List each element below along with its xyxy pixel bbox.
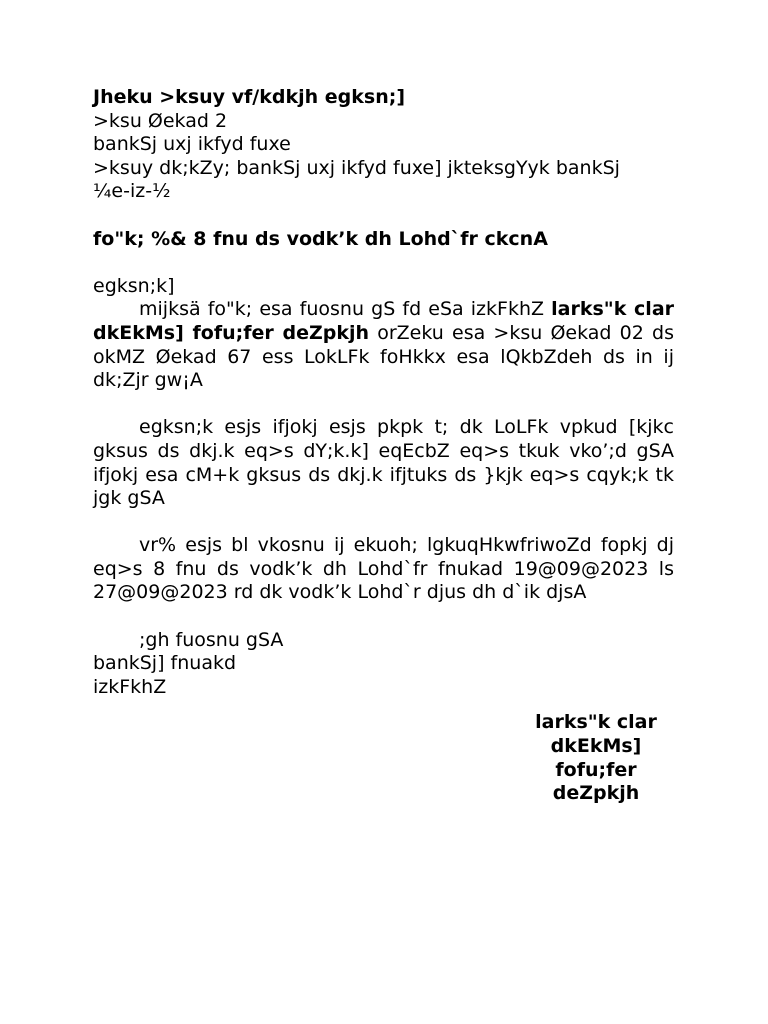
paragraph-1-name-bold: larks"k clar dkEkMs] fofu;fer deZpkjh	[93, 298, 675, 344]
closing-line-3: izkFkhZ	[93, 675, 167, 698]
paragraph-3: vr% esjs bl vkosnu ij ekuoh; lgkuqHkwfriwoZd fopkj dj eq>s 8 fnu ds vodk’k dh Lohd`fr fnukad 19@09@2023 ls 27@09@2023 rd dk vodk’k Lohd`r djus dh d`ik djsA	[93, 534, 674, 604]
closing-block	[93, 629, 674, 700]
address-line-2: >ksu Øekad 2	[93, 109, 228, 132]
paragraph-1	[93, 298, 674, 392]
spacer	[93, 605, 674, 629]
closing-line-2: bankSj] fnuakd	[93, 652, 237, 675]
signature-line-3: fofu;fer	[555, 758, 637, 781]
letter-page	[93, 86, 674, 806]
address-block	[93, 86, 674, 204]
spacer	[93, 251, 674, 275]
paragraph-1-part-1: mijksä fo"k; esa fuosnu gS fd eSa izkFkhZ	[139, 298, 552, 321]
address-line-5: ¼e-iz-½	[93, 180, 171, 203]
spacer	[93, 511, 674, 535]
spacer	[93, 393, 674, 417]
paragraph-1-part-3: orZeku esa >ksu Øekad 02 ds okMZ Øekad 67 ess LokLFk foHkkx esa lQkbZdeh ds in ij dk;Zjr gw¡A	[93, 321, 674, 392]
signature-block	[516, 711, 676, 805]
address-to-line: Jheku >ksuy vf/kdkjh egksn;]	[93, 86, 406, 108]
signature-line-4: deZpkjh	[552, 782, 640, 805]
signature-line-2: dkEkMs]	[550, 735, 642, 758]
signature-line-1: larks"k clar	[535, 711, 657, 734]
closing-line-1: ;gh fuosnu gSA	[139, 628, 284, 651]
address-line-3: bankSj uxj ikfyd fuxe	[93, 133, 291, 156]
address-line-4: >ksuy dk;kZy; bankSj uxj ikfyd fuxe] jkteksgYyk bankSj	[93, 156, 620, 179]
salutation: egksn;k]	[93, 274, 175, 297]
paragraph-2: egksn;k esjs ifjokj esjs pkpk t; dk LoLFk vpkud [kjkc gksus ds dkj.k eq>s dY;k.k] eqEcbZ eq>s tkuk vko’;d gSA ifjokj esa cM+k gksus ds dkj.k ifjtuks ds }kjk eq>s cqyk;k tk jgk gSA	[93, 416, 674, 510]
subject-line: fo"k; %& 8 fnu ds vodk’k dh Lohd`fr ckcnA	[93, 227, 548, 250]
spacer	[93, 204, 674, 228]
